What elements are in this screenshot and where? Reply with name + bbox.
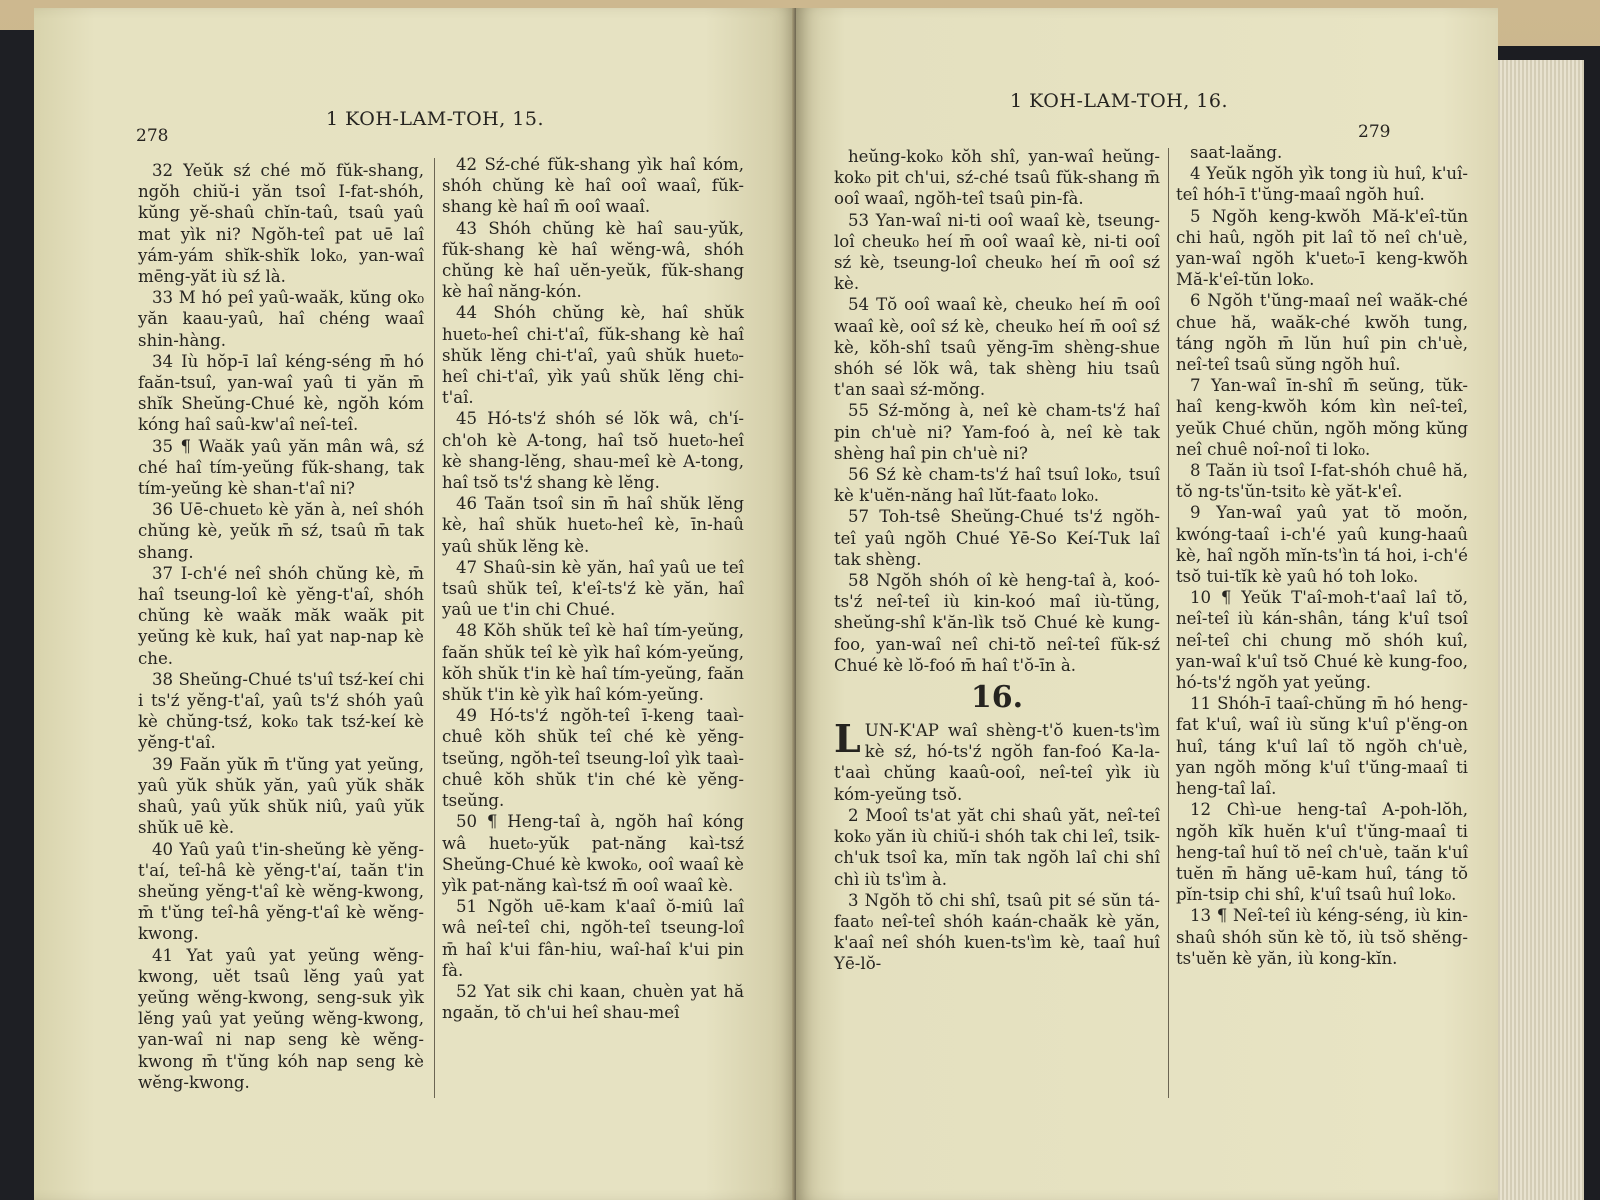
verse: 48 Kŏh shŭk teî kè haî tím-yeŭng, faăn shŭk teî kè yìk haî kóm-yeŭng, kŏh shŭk t'in kè haî tím-yeŭng, faăn shŭk t'in kè yìk haî kóm-yeŭng. xyxy=(442,621,744,705)
verse: 44 Shóh chŭng kè, haî shŭk huet₀-heî chi-t'aî, fŭk-shang kè haî shŭk lĕng chi-t'aî, yaû shŭk huet₀-heî chi-t'aî, yìk yaû shŭk lĕng chi-t'aî. xyxy=(442,303,744,408)
verse: 47 Shaû-sin kè yăn, haî yaû ue teî tsaû shŭk teî, k'eî-ts'ź kè yăn, haî yaû ue t'in chi Chué. xyxy=(442,557,744,620)
verse: 2 Mooî ts'at yăt chi shaû yăt, neî-teî kok₀ yăn iù chiŭ-i shóh tak chi leî, tsik-ch'uk tsoî ka, mĭn tak ngŏh laî chi shî chì iù ts'ìm à. xyxy=(834,805,1160,889)
text-column-2 xyxy=(1176,142,1468,969)
verse: 10 ¶ Yeŭk T'aî-moh-t'aaî laî tŏ, neî-teî iù kán-shân, táng k'uî tsoî neî-teî chi chung mŏ shóh kuî, yan-waî k'uî tsŏ Chué kè kung-foo, hó-ts'ź ngŏh yat yeŭng. xyxy=(1176,588,1468,693)
verse: 53 Yan-waî ni-ti ooî waaî kè, tseung-loî cheuk₀ heí m̄ ooî waaî kè, ni-ti ooî sź kè, tseung-loî cheuk₀ heí m̄ ooî sź kè. xyxy=(834,210,1160,294)
verse: saat-laăng. xyxy=(1190,143,1283,162)
verse: 55 Sź-mŏng à, neî kè cham-ts'ź haî pin ch'uè ni? Yam-foó à, neî kè tak shèng haî pin ch'uè ni? xyxy=(834,401,1160,463)
running-head: 1 KOH-LAM-TOH, 16. xyxy=(1010,90,1229,112)
verse: 45 Hó-ts'ź shóh sé lŏk wâ, ch'í-ch'oh kè A-tong, haî tsŏ huet₀-heî kè shang-lĕng, shau-meî kè A-tong, haî tsŏ ts'ź shang kè lĕng. xyxy=(442,409,744,493)
verse: 12 Chì-ue heng-taî A-poh-lŏh, ngŏh kĭk huĕn k'uî t'ŭng-maaî ti heng-taî huî tŏ neî ch'uè, taăn k'uî tuĕn m̄ hăng uē-kam huî, táng tŏ pĭn-tsip chi shî, k'uî tsaû huî lok₀. xyxy=(1176,800,1468,905)
verse: 38 Sheŭng-Chué ts'uî tsź-keí chi i ts'ź yĕng-t'aî, yaû ts'ź shóh yaû kè chŭng-tsź, kok₀ tak tsź-keí kè yĕng-t'aî. xyxy=(138,669,424,753)
verse: 33 M hó peî yaû-waăk, kŭng ok₀ yăn kaau-yaû, haî chéng waaî shin-hàng. xyxy=(138,288,424,350)
verse: 58 Ngŏh shóh oî kè heng-taî à, koó-ts'ź neî-teî iù kin-koó maî iù-tŭng, sheŭng-shî k'ăn-lìk tsŏ Chué kè kung-foo, yan-waî neî chi-tŏ neî-teî fŭk-sź Chué kè lŏ-foó m̄ haî t'ŏ-īn à. xyxy=(834,571,1160,675)
page-number: 278 xyxy=(136,126,169,146)
verse: 5 Ngŏh keng-kwŏh Mă-k'eî-tŭn chi haû, ngŏh pit laî tŏ neî ch'uè, yan-waî ngŏh k'uet₀-ī keng-kwŏh Mă-k'eî-tŭn lok₀. xyxy=(1176,206,1468,290)
verse: 56 Sź kè cham-ts'ź haî tsuî lok₀, tsuî kè k'uĕn-năng haî lŭt-faat₀ lok₀. xyxy=(834,465,1160,506)
running-head: 1 KOH-LAM-TOH, 15. xyxy=(326,108,545,130)
chapter-16-verse-1 xyxy=(834,716,1160,805)
verse: 4 Yeŭk ngŏh yìk tong iù huî, k'uî-teî hóh-ī t'ŭng-maaî ngŏh huî. xyxy=(1176,164,1468,205)
verses-chapter-15-end xyxy=(834,146,1160,676)
verse: 34 Iù hŏp-ī laî kéng-séng m̄ hó faăn-tsuî, yan-waî yaû ti yăn m̄ shĭk Sheŭng-Chué kè, ngŏh kóm kóng haî saû-kw'aî neî-teî. xyxy=(138,351,424,435)
verse: 42 Sź-ché fŭk-shang yìk haî kóm, shóh chŭng kè haî ooî waaî, fŭk-shang kè haî m̄ ooî waaî. xyxy=(442,155,744,217)
verse: 36 Uē-chuet₀ kè yăn à, neî shóh chŭng kè, yeŭk m̄ sź, tsaû m̄ tak shang. xyxy=(138,500,424,562)
verse: 9 Yan-waî yaû yat tŏ moŏn, kwóng-taaî i-ch'é yaû kung-haaû kè, haî ngŏh mĭn-ts'ìn tá hoi, i-ch'é tsŏ tui-tĭk kè yaû hó toh lok₀. xyxy=(1176,503,1468,587)
chapter-number: 16. xyxy=(970,680,1024,716)
verse: 32 Yeŭk sź ché mŏ fŭk-shang, ngŏh chiŭ-i yăn tsoî I-fat-shóh, kŭng yĕ-shaû chĭn-taû, tsaû yaû mat yìk ni? Ngŏh-teî pat uē laî yám-yám shĭk-shĭk lok₀, yan-waî mēng-yăt iù sź là. xyxy=(138,161,424,287)
verse: 40 Yaû yaû t'in-sheŭng kè yĕng-t'aí, teî-hâ kè yĕng-t'aí, taăn t'in sheŭng yĕng-t'aî kè wĕng-kwong, m̄ t'ŭng teî-hâ yĕng-t'aî kè wĕng-kwong. xyxy=(138,839,424,944)
text-column-1 xyxy=(834,146,1160,975)
page-edges xyxy=(1496,60,1584,1200)
verse: 39 Faăn yŭk m̄ t'ŭng yat yeŭng, yaû yŭk shŭk yăn, yaû yŭk shăk shaû, yaû yŭk shŭk niû, yaû yŭk shŭk uē kè. xyxy=(138,754,424,838)
verse-text: UN-K'AP waî shèng-t'ŏ kuen-ts'ìm kè sź, hó-ts'ź ngŏh fan-foó Ka-la-t'aaì chŭng kaaû-ooî, neî-teî yìk iù kóm-yeŭng tsŏ. xyxy=(834,721,1160,804)
drop-cap: L xyxy=(834,716,861,762)
verse: 8 Taăn iù tsoî I-fat-shóh chuê hă, tŏ ng-ts'ŭn-tsit₀ kè yăt-k'eî. xyxy=(1176,461,1468,502)
verse: 11 Shóh-ī taaî-chŭng m̄ hó heng-fat k'uî, waî iù sŭng k'uî p'ĕng-on huî, táng k'uî laî tŏ ngŏh ch'uè, yan ngŏh mŏng k'uî t'ŭng-maaî ti heng-taî laî. xyxy=(1176,694,1468,799)
verse: 41 Yat yaû yat yeŭng wĕng-kwong, uĕt tsaû lĕng yaû yat yeŭng wĕng-kwong, seng-suk yìk lĕng yaû yat yeŭng wĕng-kwong, yan-waî ni nap seng kè wĕng-kwong m̄ t'ŭng kóh nap seng kè wĕng-kwong. xyxy=(138,945,424,1092)
verse: heŭng-kok₀ kŏh shî, yan-waî heŭng-kok₀ pit ch'ui, sź-ché tsaû fŭk-shang m̄ ooî waaî, ngŏh-teî tsaû pin-fà. xyxy=(834,147,1160,209)
verse: 37 I-ch'é neî shóh chŭng kè, m̄ haî tseung-loî kè yĕng-t'aî, shóh chŭng kè waăk măk waăk pit yeŭng kè kuk, haî yat nap-nap kè che. xyxy=(138,563,424,668)
verse: 51 Ngŏh uē-kam k'aaî ŏ-miû laî wâ neî-teî chi, ngŏh-teî tseung-loî m̄ haî k'ui fân-hiu, waî-haî k'ui pin fà. xyxy=(442,897,744,980)
verse: 43 Shóh chŭng kè haî sau-yŭk, fŭk-shang kè haî wĕng-wâ, shóh chŭng kè haî uĕn-yeŭk, fŭk-shang kè haî năng-kón. xyxy=(442,218,744,302)
verse: 3 Ngŏh tŏ chi shî, tsaû pit sé sŭn tá-faat₀ neî-teî shóh kaán-chaăk kè yăn, k'aaî neî shóh kuen-ts'ìm kè, taaî huî Yē-lŏ- xyxy=(834,890,1160,974)
verse: 52 Yat sik chi kaan, chuèn yat hă ngaăn, tŏ ch'ui heî shau-meî xyxy=(442,981,744,1023)
column-rule xyxy=(1168,148,1169,1098)
verse: 13 ¶ Neî-teî iù kéng-séng, iù kin-shaû shóh sŭn kè tŏ, iù tsŏ shĕng-ts'uĕn kè yăn, iù kong-kĭn. xyxy=(1176,906,1468,968)
page-number: 279 xyxy=(1358,122,1391,142)
verse: 57 Toh-tsê Sheŭng-Chué ts'ź ngŏh-teî yaû ngŏh Chué Yē-So Keí-Tuk laî tak shèng. xyxy=(834,507,1160,569)
verse: 6 Ngŏh t'ŭng-maaî neî waăk-ché chue hă, waăk-ché kwŏh tung, táng ngŏh m̄ lŭn huî pin ch'uè, neî-teî tsaû sŭng ngŏh huî. xyxy=(1176,291,1468,375)
left-page xyxy=(34,8,796,1200)
verse: 35 ¶ Waăk yaû yăn mân wâ, sź ché haî tím-yeŭng fŭk-shang, tak tím-yeŭng kè shan-t'aî ni? xyxy=(138,436,424,499)
text-column-2 xyxy=(442,154,744,1023)
verse: 50 ¶ Heng-taî à, ngŏh haî kóng wâ huet₀-yŭk pat-năng kaì-tsź Sheŭng-Chué kè kwok₀, ooî waaî kè yìk pat-năng kaì-tsź m̄ ooî waaî kè. xyxy=(442,812,744,895)
verse: 49 Hó-ts'ź ngŏh-teî ī-keng taaì-chuê kŏh shŭk teî ché kè yĕng-tseŭng, ngŏh-teî tseung-loî yìk taaì-chuê kŏh shŭk t'in ché kè yĕng-tseŭng. xyxy=(442,706,744,811)
verses-chapter-16 xyxy=(834,805,1160,975)
verse: 46 Taăn tsoî sin m̄ haî shŭk lĕng kè, haî shŭk huet₀-heî kè, īn-haû yaû shŭk lĕng kè. xyxy=(442,494,744,556)
text-column-1 xyxy=(138,160,424,1093)
verse: 7 Yan-waî īn-shî m̄ seŭng, tŭk-haî keng-kwŏh kóm kìn neî-teî, yeŭk Chué chŭn, ngŏh mŏng kŭng neî chuê noî-noî ti lok₀. xyxy=(1176,376,1468,459)
right-page xyxy=(796,8,1498,1200)
column-rule xyxy=(434,158,435,1098)
verse: 54 Tŏ ooî waaî kè, cheuk₀ heí m̄ ooî waaî kè, ooî sź kè, cheuk₀ heí m̄ ooî sź kè, kŏh-shî tsaû yĕng-īm shèng-shue shóh sé lŏk wâ, tak shèng hiu tsaû t'an saaì sź-mŏng. xyxy=(834,295,1160,400)
